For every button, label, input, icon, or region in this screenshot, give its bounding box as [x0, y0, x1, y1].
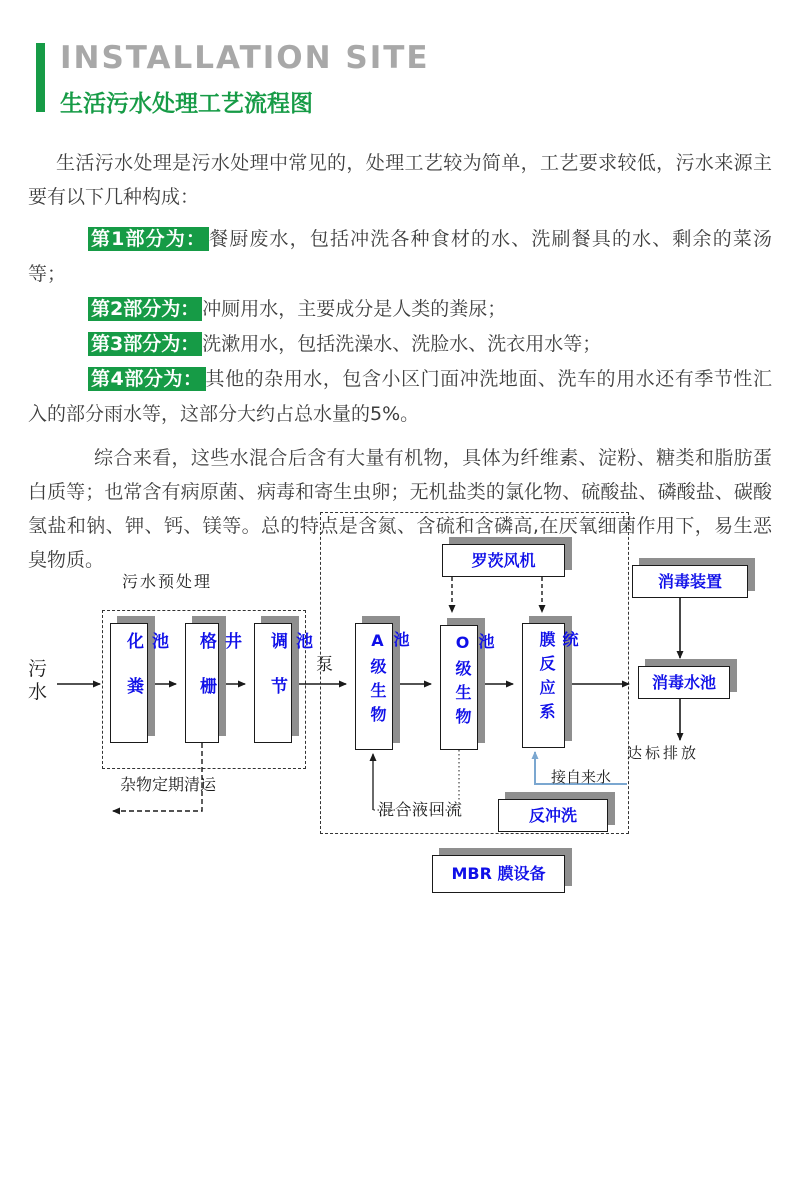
part-4-text: 其他的杂用水，包含小区门面冲洗地面、洗车的用水还有季节性汇入的部分雨水等，这部分大约占总水量的5%。 [28, 368, 772, 425]
part-item-1 [28, 222, 772, 292]
node-mbr-equipment: MBR 膜设备 [432, 855, 565, 893]
node-grid-well: 格栅井 [185, 623, 219, 743]
label-pretreatment-title: 污水预处理 [122, 572, 213, 591]
node-disinfection-device: 消毒装置 [632, 565, 748, 598]
part-2-label: 第2部分为： [88, 297, 202, 321]
label-tap-water: 接自来水 [551, 768, 612, 786]
page-subtitle: 生活污水处理工艺流程图 [60, 91, 313, 117]
process-flow-diagram [0, 500, 800, 920]
part-item-2 [28, 292, 772, 327]
part-3-label: 第3部分为： [88, 332, 202, 356]
label-pump: 泵 [316, 655, 333, 675]
part-item-3 [28, 327, 772, 362]
node-regulating-tank: 调节池 [254, 623, 292, 743]
part-item-4 [28, 362, 772, 432]
node-disinfection-pool: 消毒水池 [638, 666, 730, 699]
page-title: INSTALLATION SITE [60, 40, 430, 76]
label-source-water: 污水 [28, 658, 48, 703]
label-mixed-liquor-reflux: 混合液回流 [378, 800, 464, 819]
part-3-text: 洗漱用水，包括洗澡水、洗脸水、洗衣用水等； [202, 333, 602, 355]
node-roots-blower: 罗茨风机 [442, 544, 565, 577]
part-4-label: 第4部分为： [88, 367, 206, 391]
part-1-label: 第1部分为： [88, 227, 209, 251]
intro-paragraph: 生活污水处理是污水处理中常见的，处理工艺较为简单，工艺要求较低，污水来源主要有以下几种构成： [28, 152, 772, 208]
part-2-text: 冲厕用水，主要成分是人类的粪尿； [202, 298, 507, 320]
label-debris-removal: 杂物定期清运 [120, 775, 217, 794]
node-backwash: 反冲洗 [498, 799, 608, 832]
node-septic-tank: 化粪池 [110, 623, 148, 743]
node-a-bio-tank: A级生物池 [355, 623, 393, 750]
node-o-bio-tank: O级生物池 [440, 625, 478, 750]
part-1-text: 餐厨废水，包括冲洗各种食材的水、洗刷餐具的水、剩余的菜汤等； [28, 228, 772, 285]
accent-bar [36, 43, 45, 112]
node-membrane-system: 膜反应系统 [522, 623, 565, 748]
summary-paragraph: 综合来看，这些水混合后含有大量有机物，具体为纤维素、淀粉、糖类和脂肪蛋白质等；也常含有病原菌、病毒和寄生虫卵；无机盐类的氯化物、硫酸盐、磷酸盐、碳酸氢盐和钠、钾、钙、镁等。总的特点是含氮、含硫和含磷高,在厌氧细菌作用下，易生恶臭物质。 [28, 447, 772, 571]
label-discharge: 达标排放 [627, 744, 700, 762]
